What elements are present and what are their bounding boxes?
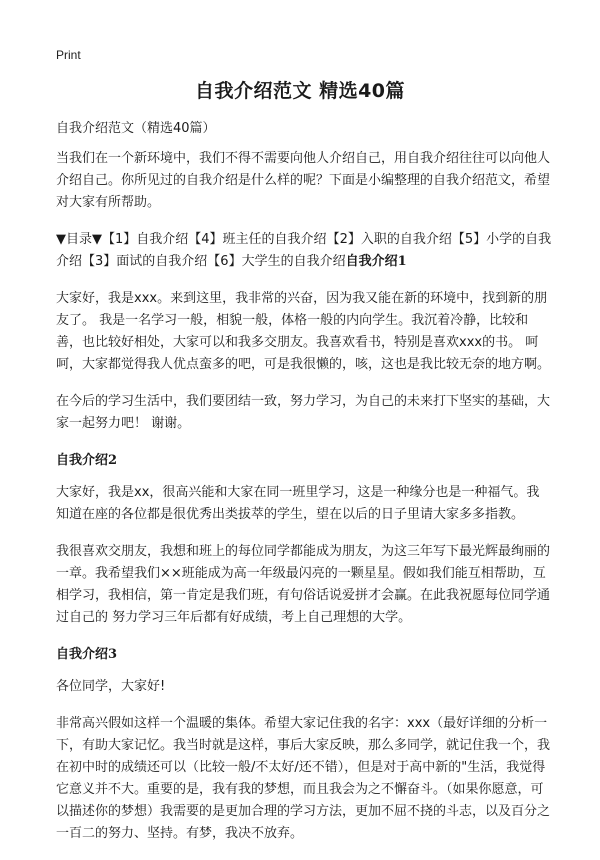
- section-heading-2: 自我介绍2: [56, 453, 118, 468]
- section3-paragraph-2: 非常高兴假如这样一个温暖的集体。希望大家记住我的名字：xxx（最好详细的分析一下，有助大家记忆。我当时就是这样，事后大家反映，那么多同学，就记住我一个，我在初中时的成绩还可以（比较一般/不太好/还不错），但是对于高中新的"生活，我觉得它意义并不大。重要的是，我有我的梦想，而且我会为之不懈奋斗。（如果你愿意，可以描述你的梦想）我需要的是更加合理的学习方法，更加不屈不挠的斗志，以及百分之一百二的努力、坚持。有梦，我决不放弃。: [56, 716, 551, 841]
- table-of-contents: [56, 229, 552, 273]
- section1-paragraph-1: 大家好，我是xxx。来到这里，我非常的兴奋，因为我又能在新的环境中，找到新的朋友了。 我是一名学习一般，相貌一般，体格一般的内向学生。我沉着冷静，比较和善，也比较好相处，大家可以和我多交朋友。我喜欢看书，特别是喜欢xxx的书。 呵呵，大家都觉得我人优点蛮多的吧，可是我很懒的，咳，这也是我比较无奈的地方啊。: [56, 291, 551, 372]
- intro-paragraph: 当我们在一个新环境中，我们不得不需要向他人介绍自己，用自我介绍往往可以向他人介绍自己。你所见过的自我介绍是什么样的呢？下面是小编整理的自我介绍范文，希望对大家有所帮助。: [56, 151, 551, 210]
- toc-item-4[interactable]: 【4】班主任的自我介绍: [188, 232, 327, 247]
- print-link[interactable]: Print: [56, 48, 81, 62]
- toc-item-3[interactable]: 【3】面试的自我介绍: [82, 254, 208, 269]
- section1-paragraph-2: 在今后的学习生活中，我们要团结一致，努力学习，为自己的未来打下坚实的基础，大家一起努力吧！ 谢谢。: [56, 394, 551, 431]
- article-subtitle: 自我介绍范文（精选40篇）: [56, 121, 216, 136]
- article-body: [56, 118, 552, 860]
- toc-prefix: ▼目录▼: [56, 232, 102, 247]
- section2-paragraph-1: 大家好，我是xx，很高兴能和大家在同一班里学习，这是一种缘分也是一种福气。我知道在座的各位都是很优秀出类拔萃的学生，望在以后的日子里请大家多多指教。: [56, 485, 540, 522]
- section2-paragraph-2: 我很喜欢交朋友，我想和班上的每位同学都能成为朋友，为这三年写下最光辉最绚丽的一章。我希望我们××班能成为高一年级最闪亮的一颗星星。假如我们能互相帮助，互相学习，我相信，第一肯定是我们班，有句俗话说爱拼才会赢。在此我祝愿每位同学通过自己的 努力学习三年后都有好成绩，考上自己理想的大学。: [56, 544, 551, 625]
- toc-item-5[interactable]: 【5】小学的自我介绍: [56, 232, 552, 269]
- page-title: 自我介绍范文 精选40篇: [194, 80, 406, 102]
- toc-item-6[interactable]: 【6】大学生的自我介绍: [207, 254, 346, 269]
- section3-paragraph-1: 各位同学，大家好!: [56, 679, 166, 694]
- section-heading-3: 自我介绍3: [56, 647, 118, 662]
- section-heading-1: 自我介绍1: [345, 254, 407, 269]
- toc-item-1[interactable]: 【1】自我介绍: [102, 232, 189, 247]
- toc-item-2[interactable]: 【2】入职的自我介绍: [326, 232, 452, 247]
